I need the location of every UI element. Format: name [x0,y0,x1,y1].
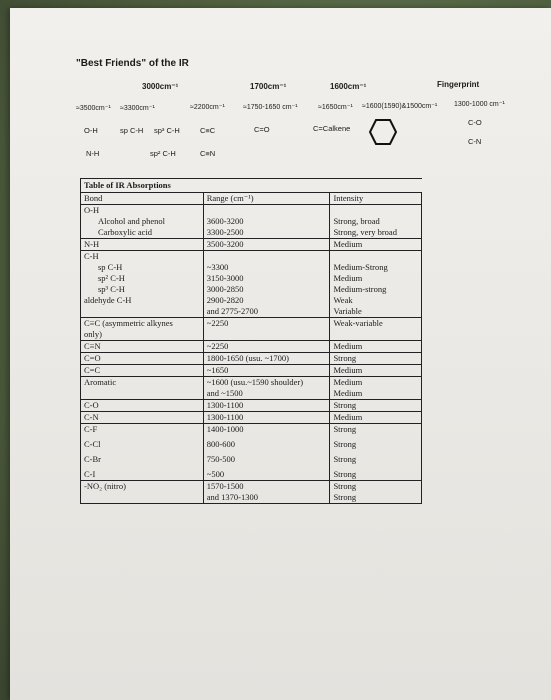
bond-name: C-Cl [84,439,101,449]
table-row-ch [81,251,422,318]
intensity-value: Medium-Strong [333,262,388,272]
bond-name: C-N [84,412,99,422]
table-row-nh [81,239,422,251]
header-3000: 3000cm⁻¹ [142,82,179,91]
bond-name: sp C-H [98,262,123,272]
intensity-value: Strong [333,353,357,363]
bond-name: C-F [84,424,98,434]
table-row-nitrile [81,341,422,353]
intensity-value: Strong [333,439,357,449]
range-value: and ~1500 [206,388,243,398]
intensity-value: Strong [333,424,357,434]
table-row-halides [81,424,422,481]
table-row-co [81,400,422,412]
range-value: 2900-2820 [206,295,244,305]
intensity-value: Strong, broad [333,216,380,226]
range-value: and 2775-2700 [206,306,258,316]
range-value: 1800-1650 (usu. ~1700) [206,353,289,363]
intensity-value: Medium [333,388,363,398]
col-header-range: Range (cm⁻¹) [203,193,330,205]
table-row-carbonyl [81,353,422,365]
bond-name: -NO₂ (nitro) [84,481,126,491]
range-value: 1300-1100 [206,412,244,422]
intensity-value: Weak [333,295,353,305]
col-header-bond: Bond [81,193,204,205]
range-value: 3150-3000 [206,273,244,283]
bond-name: C≡N [84,341,101,351]
range-value: ~2250 [206,318,229,328]
intensity-value: Strong [333,454,357,464]
intensity-value: Medium [333,377,363,387]
intensity-value: Weak-variable [333,318,383,328]
benzene-ring-icon [369,119,397,145]
intensity-value: Medium [333,341,363,351]
range-3300: ≈3300cm⁻¹ [120,105,155,112]
range-3500: ≈3500cm⁻¹ [76,105,111,112]
range-value: 1570-1500 [206,481,244,491]
ir-absorption-table [80,178,422,504]
page-title: "Best Friends" of the IR [76,58,189,69]
header-1700: 1700cm⁻¹ [250,82,287,91]
intensity-value: Medium [333,365,363,375]
range-value: 3600-3200 [206,216,244,226]
bond-name: C=C [84,365,101,375]
bond-sp-ch: sp C-H [120,126,144,135]
col-header-intensity: Intensity [330,193,422,205]
range-value: 800-600 [206,439,236,449]
bond-name: C-I [84,469,96,479]
table-row-nitro [81,481,422,504]
range-value: 3500-3200 [206,239,244,249]
bond-oh: O-H [84,126,98,135]
bond-co-double: C=O [254,125,270,134]
bond-name: N-H [84,239,100,249]
bond-name: Carboxylic acid [98,227,153,237]
bond-name: C≡C (asymmetric alkynes [84,318,173,328]
range-value: ~1600 (usu.~1590 shoulder) [206,377,304,387]
range-value: ~1650 [206,365,229,375]
bond-name: only) [84,329,102,339]
table-row-alkene [81,365,422,377]
bond-name: C-Br [84,454,101,464]
bond-cc-triple: C≡C [200,126,216,135]
table-title: Table of IR Absorptions [81,179,422,193]
table-row-cn [81,412,422,424]
intensity-value: Medium [333,239,363,249]
bond-name: aldehyde C-H [84,295,132,305]
intensity-value: Medium-strong [333,284,387,294]
range-value: 750-500 [206,454,236,464]
bond-name: C-H [84,251,99,261]
bond-co-single: C-O [468,118,482,127]
bond-name: Aromatic [84,377,117,387]
bond-name: C=O [84,353,101,363]
range-value: ~3300 [206,262,229,272]
range-2200: ≈2200cm⁻¹ [190,104,225,111]
bond-name: C-O [84,400,99,410]
range-value: 1300-1100 [206,400,244,410]
bond-cn-single: C-N [468,137,482,146]
intensity-value: Strong [333,469,357,479]
intensity-value: Strong [333,492,357,502]
intensity-value: Strong [333,400,357,410]
header-1600: 1600cm⁻¹ [330,82,367,91]
table-row-oh [81,205,422,239]
range-1300-1000: 1300-1000 cm⁻¹ [454,101,505,108]
intensity-value: Medium [333,273,363,283]
intensity-value: Strong, very broad [333,227,397,237]
intensity-value: Strong [333,481,357,491]
range-1750-1650: ≈1750-1650 cm⁻¹ [243,104,298,111]
bond-sp2-ch: sp² C-H [150,149,176,158]
bond-cn-triple: C≡N [200,149,216,158]
bond-nh: N-H [86,149,100,158]
bond-cc-alkene: C=Calkene [313,124,351,133]
bond-name: sp³ C-H [98,284,125,294]
bond-name: sp² C-H [98,273,125,283]
range-value: 3000-2850 [206,284,244,294]
range-value: 1400-1000 [206,424,244,434]
table-row-alkyne [81,318,422,341]
range-value: ~2250 [206,341,229,351]
header-fingerprint: Fingerprint [437,80,480,89]
range-value: and 1370-1300 [206,492,258,502]
intensity-value: Variable [333,306,362,316]
bond-name: Alcohol and phenol [98,216,166,226]
range-value: ~500 [206,469,225,479]
bond-sp3-ch: sp³ C-H [154,126,180,135]
intensity-value: Medium [333,412,363,422]
table-row-aromatic [81,377,422,400]
range-1600-1500: ≈1600(1590)&1500cm⁻¹ [362,103,438,110]
range-1650: ≈1650cm⁻¹ [318,104,353,111]
range-value: 3300-2500 [206,227,244,237]
bond-name: O-H [84,205,100,215]
